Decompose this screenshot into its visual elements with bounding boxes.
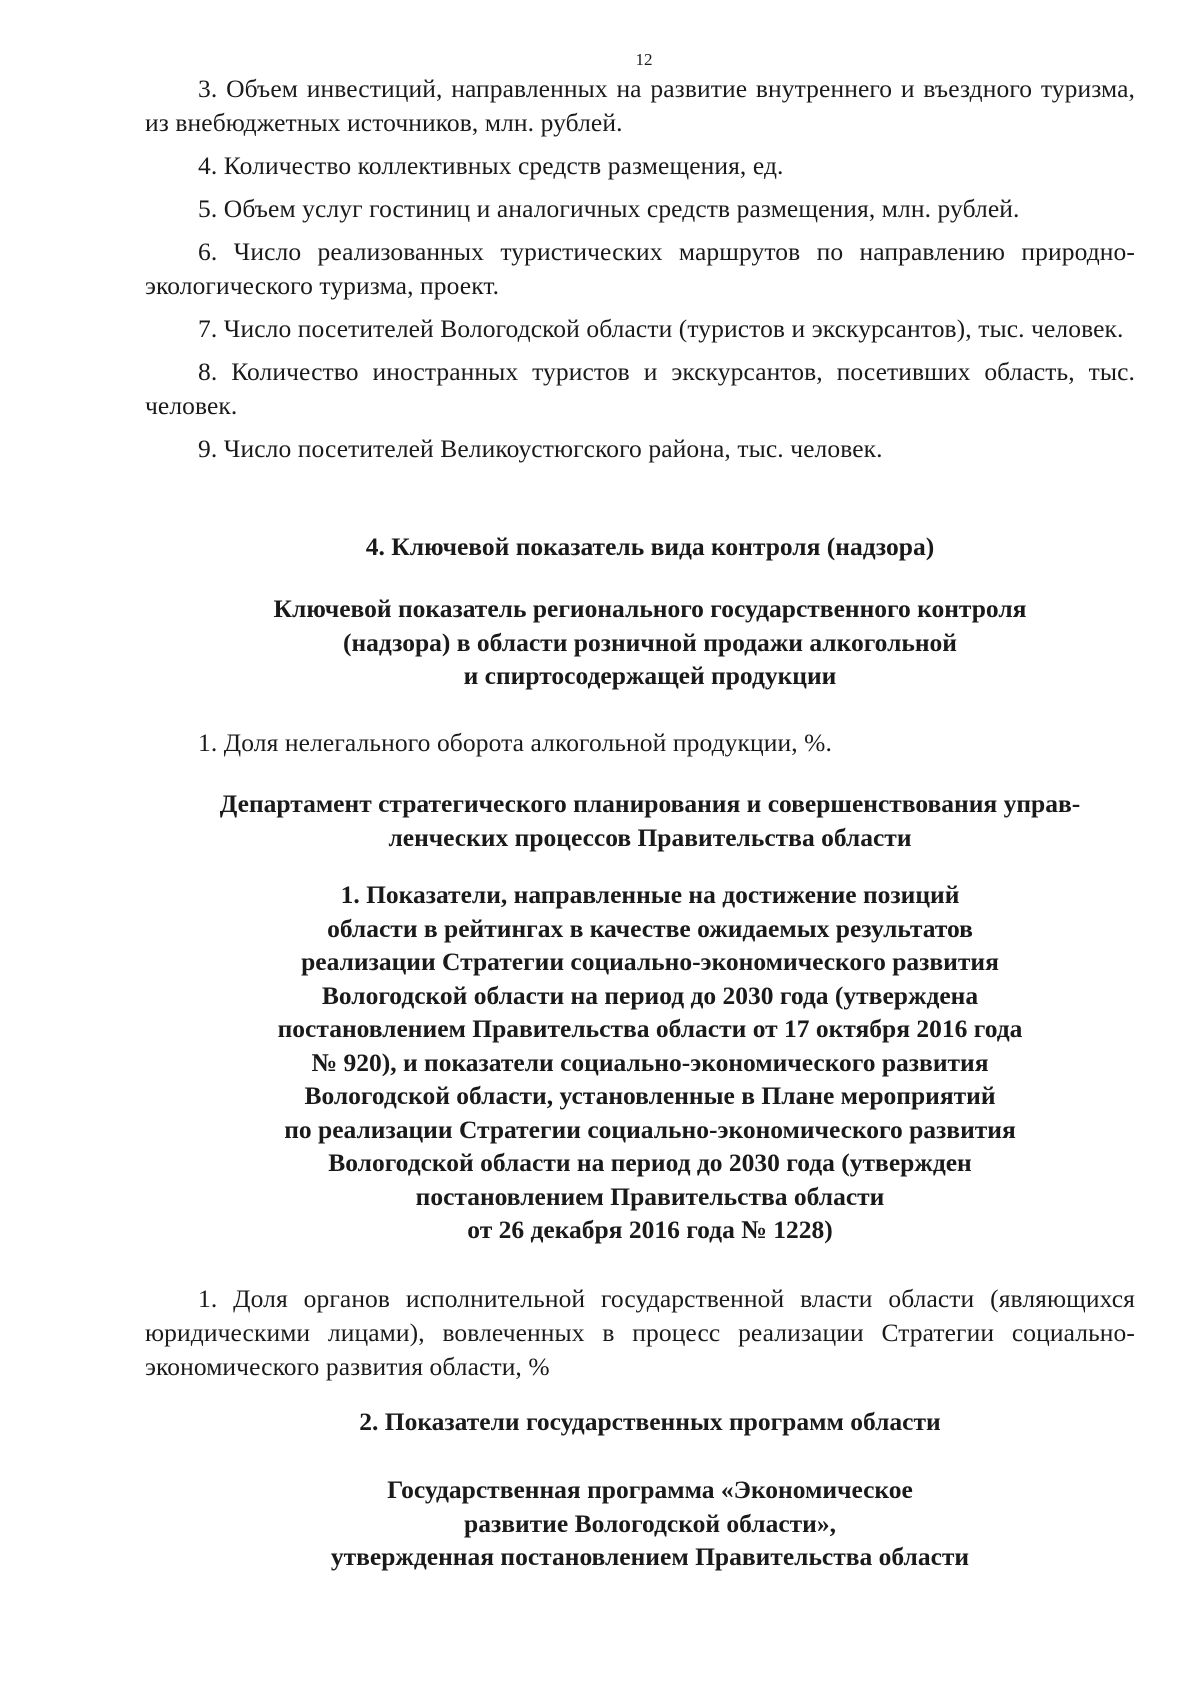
heading-line: постановлением Правительства области от 17 октября 2016 года xyxy=(277,1014,1023,1043)
heading-line: (надзора) в области розничной продажи алкогольной xyxy=(343,627,957,657)
heading-line: Государственная программа «Экономическое xyxy=(387,1475,913,1504)
department-heading xyxy=(130,787,1170,854)
heading-line: Вологодской области на период до 2030 года (утвержден xyxy=(328,1148,972,1177)
heading-line: 1. Показатели, направленные на достижение позиций xyxy=(340,880,960,909)
section-heading: 4. Ключевой показатель вида контроля (надзора) xyxy=(365,532,935,561)
page-number: 12 xyxy=(635,50,653,69)
block1-items xyxy=(145,1282,1135,1384)
list-item: 4. Количество коллективных средств размещения, ед. xyxy=(198,151,784,180)
heading-line: Департамент стратегического планирования и совершенствования управ- xyxy=(219,789,1081,818)
list-item: 8. Количество иностранных туристов и экскурсантов, посетивших область, тыс. человек. xyxy=(145,357,1135,420)
heading-line: ленческих процессов Правительства области xyxy=(388,822,912,852)
heading-line: Вологодской области на период до 2030 года (утверждена xyxy=(321,980,979,1010)
heading-line: области в рейтингах в качестве ожидаемых результатов xyxy=(327,913,973,943)
heading-line: постановлением Правительства области xyxy=(415,1181,885,1211)
program-heading xyxy=(130,1473,1170,1574)
list-item: 6. Число реализованных туристических маршрутов по направлению природно-экологического туризма, проект. xyxy=(145,237,1135,300)
heading-line: и спиртосодержащей продукции xyxy=(463,661,837,690)
heading-line: реализации Стратегии социально-экономического развития xyxy=(301,947,999,976)
heading-line: утвержденная постановлением Правительства области xyxy=(330,1542,970,1571)
list-item: 1. Доля органов исполнительной государственной власти области (являющихся юридическими лицами), вовлеченных в процесс реализации Стратегии социально-экономического развития области, % xyxy=(145,1284,1135,1381)
intro-items xyxy=(145,72,1135,466)
heading-line: № 920), и показатели социально-экономического развития xyxy=(311,1047,989,1077)
heading-line: развитие Вологодской области», xyxy=(464,1508,836,1538)
list-item: 9. Число посетителей Великоустюгского района, тыс. человек. xyxy=(198,434,883,463)
heading-line: от 26 декабря 2016 года № 1228) xyxy=(467,1215,833,1244)
list-item: 3. Объем инвестиций, направленных на развитие внутреннего и въездного туризма, из внебюджетных источников, млн. рублей. xyxy=(145,74,1135,137)
block-heading: 2. Показатели государственных программ области xyxy=(359,1407,941,1436)
list-item: 7. Число посетителей Вологодской области (туристов и экскурсантов), тыс. человек. xyxy=(198,314,1124,343)
heading-line: Ключевой показатель регионального государственного контроля xyxy=(273,594,1027,623)
block-heading xyxy=(130,878,1170,1247)
list-item: 1. Доля нелегального оборота алкогольной продукции, %. xyxy=(198,728,832,757)
heading-line: Вологодской области, установленные в Плане мероприятий xyxy=(304,1081,996,1110)
subsection-heading xyxy=(130,592,1170,693)
heading-line: по реализации Стратегии социально-экономического развития xyxy=(284,1114,1016,1144)
section4-items xyxy=(145,726,1135,760)
list-item: 5. Объем услуг гостиниц и аналогичных средств размещения, млн. рублей. xyxy=(198,194,1020,223)
